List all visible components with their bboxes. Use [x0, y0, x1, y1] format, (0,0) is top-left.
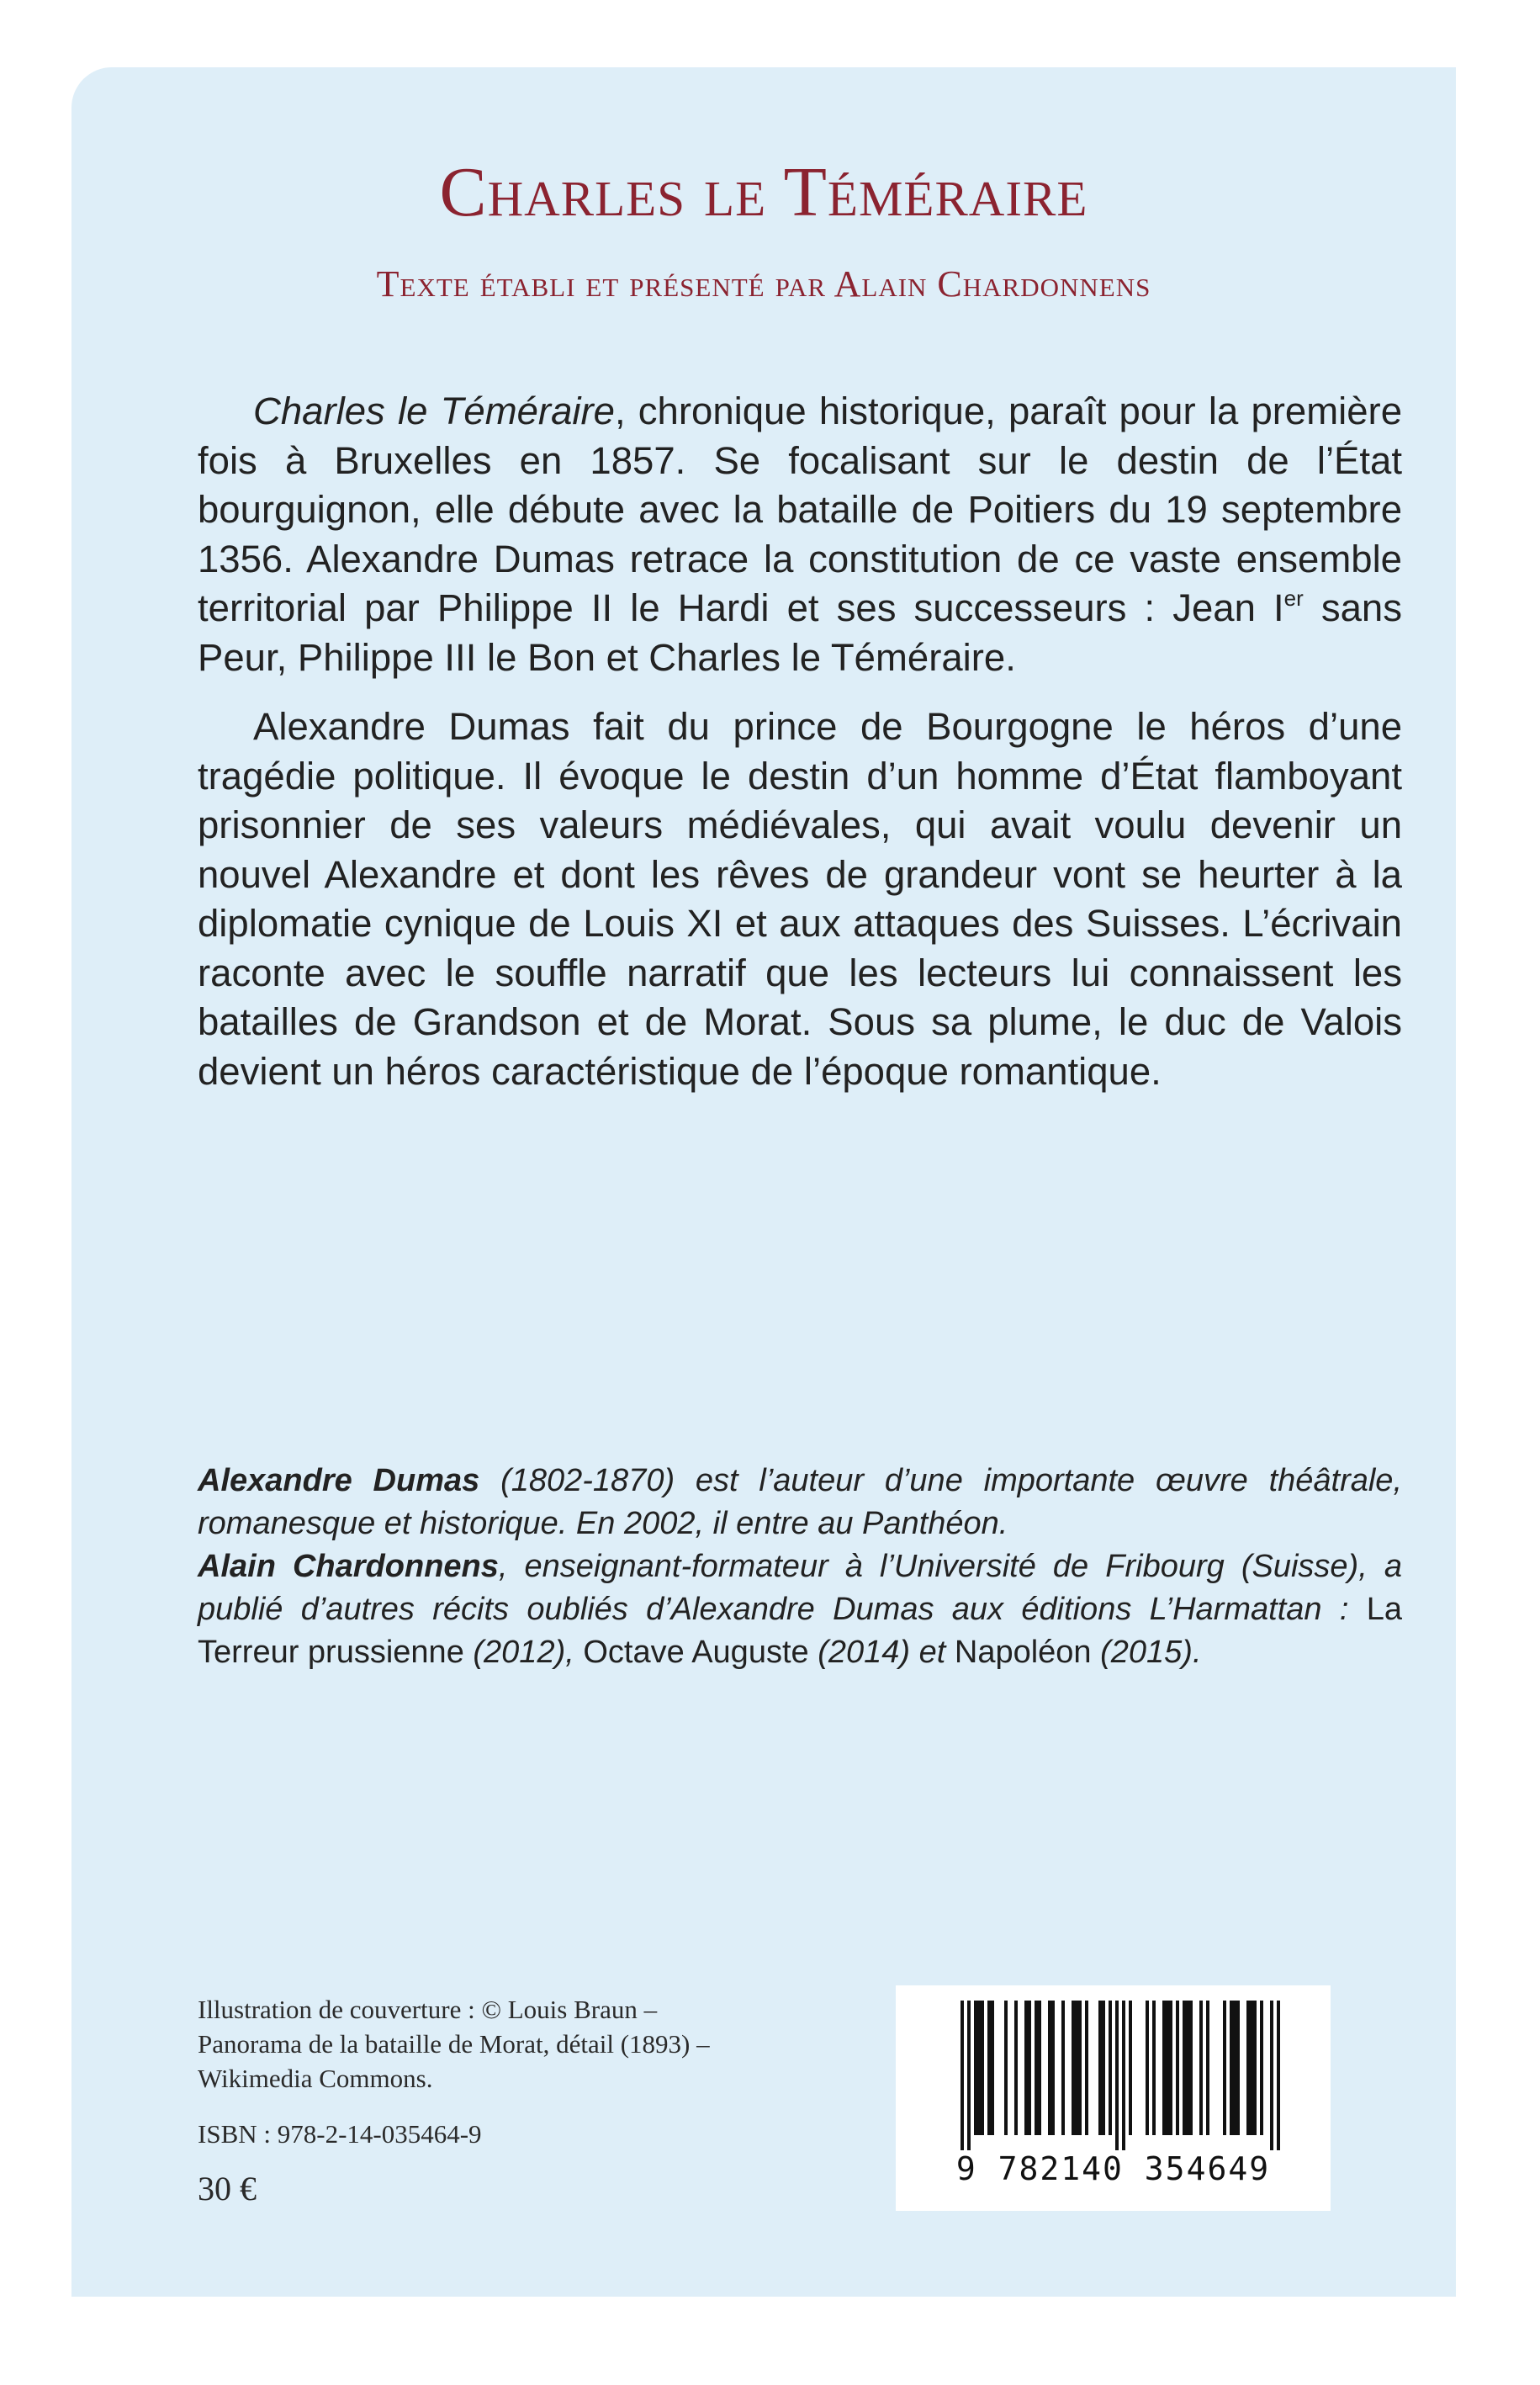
barcode-bar-20 — [1098, 2001, 1102, 2135]
barcode-bar-28 — [1162, 2001, 1166, 2135]
author-name: Alexandre Dumas — [198, 1463, 480, 1498]
back-cover-panel — [71, 67, 1456, 2297]
barcode-bar-43 — [1253, 2001, 1257, 2135]
barcode — [896, 1985, 1331, 2211]
barcode-bar-25 — [1129, 2001, 1132, 2135]
barcode-bar-15 — [1061, 2001, 1065, 2135]
barcode-bar-8 — [1014, 2001, 1018, 2135]
barcode-bar-34 — [1189, 2001, 1193, 2135]
barcode-bar-10 — [1028, 2001, 1031, 2135]
summary-title-ref: Charles le Téméraire — [253, 390, 615, 432]
credits-line-3: Wikimedia Commons. — [198, 2064, 433, 2093]
summary-paragraph-1 — [198, 387, 1402, 682]
editor-text: , enseignant-formateur à l’Université de Fribourg (Suisse), a publié d’autres récits oubliés d’Alexandre Dumas aux éditions L’Harmattan : — [198, 1549, 1402, 1627]
summary-p1-text-b: sans Peur, Philippe III le Bon et Charles le Téméraire. — [198, 586, 1402, 679]
barcode-bar-37 — [1223, 2001, 1226, 2135]
barcode-bar-14 — [1051, 2001, 1055, 2135]
barcode-bar-11 — [1035, 2001, 1038, 2135]
barcode-bar-46 — [1277, 2001, 1280, 2150]
barcode-bar-7 — [1004, 2001, 1008, 2135]
barcode-bar-45 — [1270, 2001, 1273, 2150]
barcode-bar-22 — [1109, 2001, 1112, 2135]
editor-name: Alain Chardonnens — [198, 1549, 499, 1584]
barcode-bar-2 — [974, 2001, 977, 2135]
barcode-bars — [896, 1985, 1331, 2154]
barcode-bar-18 — [1078, 2001, 1082, 2135]
barcode-bar-41 — [1246, 2001, 1250, 2135]
barcode-bar-6 — [991, 2001, 994, 2135]
barcode-bar-30 — [1169, 2001, 1172, 2135]
barcode-bar-5 — [987, 2001, 991, 2135]
summary-p1-superscript: er — [1283, 586, 1304, 611]
barcode-bar-17 — [1075, 2001, 1078, 2135]
barcode-bar-38 — [1230, 2001, 1233, 2135]
credits-line-1: Illustration de couverture : © Louis Braun – — [198, 1995, 658, 2024]
book-year-1: (2012), — [463, 1635, 584, 1670]
book-ref-1: La Terreur prussienne — [198, 1592, 1402, 1670]
barcode-bar-0 — [961, 2001, 964, 2150]
barcode-bar-42 — [1250, 2001, 1253, 2135]
barcode-bar-36 — [1206, 2001, 1209, 2135]
bio-paragraph — [198, 1460, 1402, 1674]
barcode-digits: 9 782140 354649 — [955, 2150, 1271, 2187]
illustration-credits — [198, 1992, 803, 2096]
barcode-bar-3 — [977, 2001, 981, 2135]
barcode-bar-12 — [1038, 2001, 1041, 2135]
author-text: (1802-1870) est l’auteur d’une importante œuvre théâtrale, romanesque et historique. En 2002, il entre au Panthéon. — [198, 1463, 1403, 1541]
barcode-bar-4 — [981, 2001, 984, 2135]
barcode-bar-16 — [1072, 2001, 1075, 2135]
book-ref-2: Octave Auguste — [583, 1635, 809, 1670]
barcode-bar-32 — [1183, 2001, 1186, 2135]
barcode-bar-21 — [1102, 2001, 1105, 2135]
credits-line-2: Panorama de la bataille de Morat, détail (1893) – — [198, 2029, 710, 2059]
book-ref-3: Napoléon — [954, 1635, 1092, 1670]
barcode-bar-1 — [967, 2001, 971, 2150]
barcode-bar-27 — [1152, 2001, 1156, 2135]
summary-paragraph-2: Alexandre Dumas fait du prince de Bourgogne le héros d’une tragédie politique. Il évoque le destin d’un homme d’État flamboyant prisonnier de ses valeurs médiévales, qui avait voulu devenir un nouvel Alexandre et dont les rêves de grandeur vont se heurter à la diplomatie cynique de Louis XI et aux attaques des Suisses. L’écrivain raconte avec le souffle narratif que les lecteurs lui connaissent les batailles de Grandson et de Morat. Sous sa plume, le duc de Valois devient un héros caractéristique de l’époque romantique. — [198, 705, 1402, 1093]
book-title: Charles le Téméraire — [439, 153, 1088, 231]
barcode-bar-40 — [1236, 2001, 1240, 2135]
barcode-bar-9 — [1024, 2001, 1028, 2135]
isbn-text: ISBN : 978-2-14-035464-9 — [198, 2119, 482, 2149]
book-subtitle: Texte établi et présenté par Alain Chardonnens — [376, 263, 1151, 305]
book-year-2: (2014) et — [808, 1635, 955, 1670]
barcode-bar-33 — [1186, 2001, 1189, 2135]
author-bio — [198, 1460, 1402, 1674]
barcode-bar-23 — [1115, 2001, 1119, 2150]
barcode-bar-24 — [1122, 2001, 1125, 2150]
barcode-bar-35 — [1199, 2001, 1203, 2135]
book-year-3: (2015). — [1091, 1635, 1202, 1670]
barcode-bar-29 — [1166, 2001, 1169, 2135]
barcode-bar-26 — [1146, 2001, 1149, 2135]
barcode-bar-44 — [1260, 2001, 1263, 2135]
summary-p1-text-a: , chronique historique, paraît pour la première fois à Bruxelles en 1857. Se focalisant sur le destin de l’État bourguignon, elle débute avec la bataille de Poitiers du 19 septembre 1356. Alexandre Dumas retrace la constitution de ce vaste ensemble territorial par Philippe II le Hardi et ses successeurs : Jean I — [198, 390, 1402, 629]
price-text: 30 € — [198, 2170, 257, 2207]
barcode-bar-31 — [1176, 2001, 1179, 2135]
barcode-bar-13 — [1048, 2001, 1051, 2135]
barcode-bar-19 — [1085, 2001, 1088, 2135]
barcode-bar-39 — [1233, 2001, 1236, 2135]
summary-text — [198, 387, 1402, 1116]
